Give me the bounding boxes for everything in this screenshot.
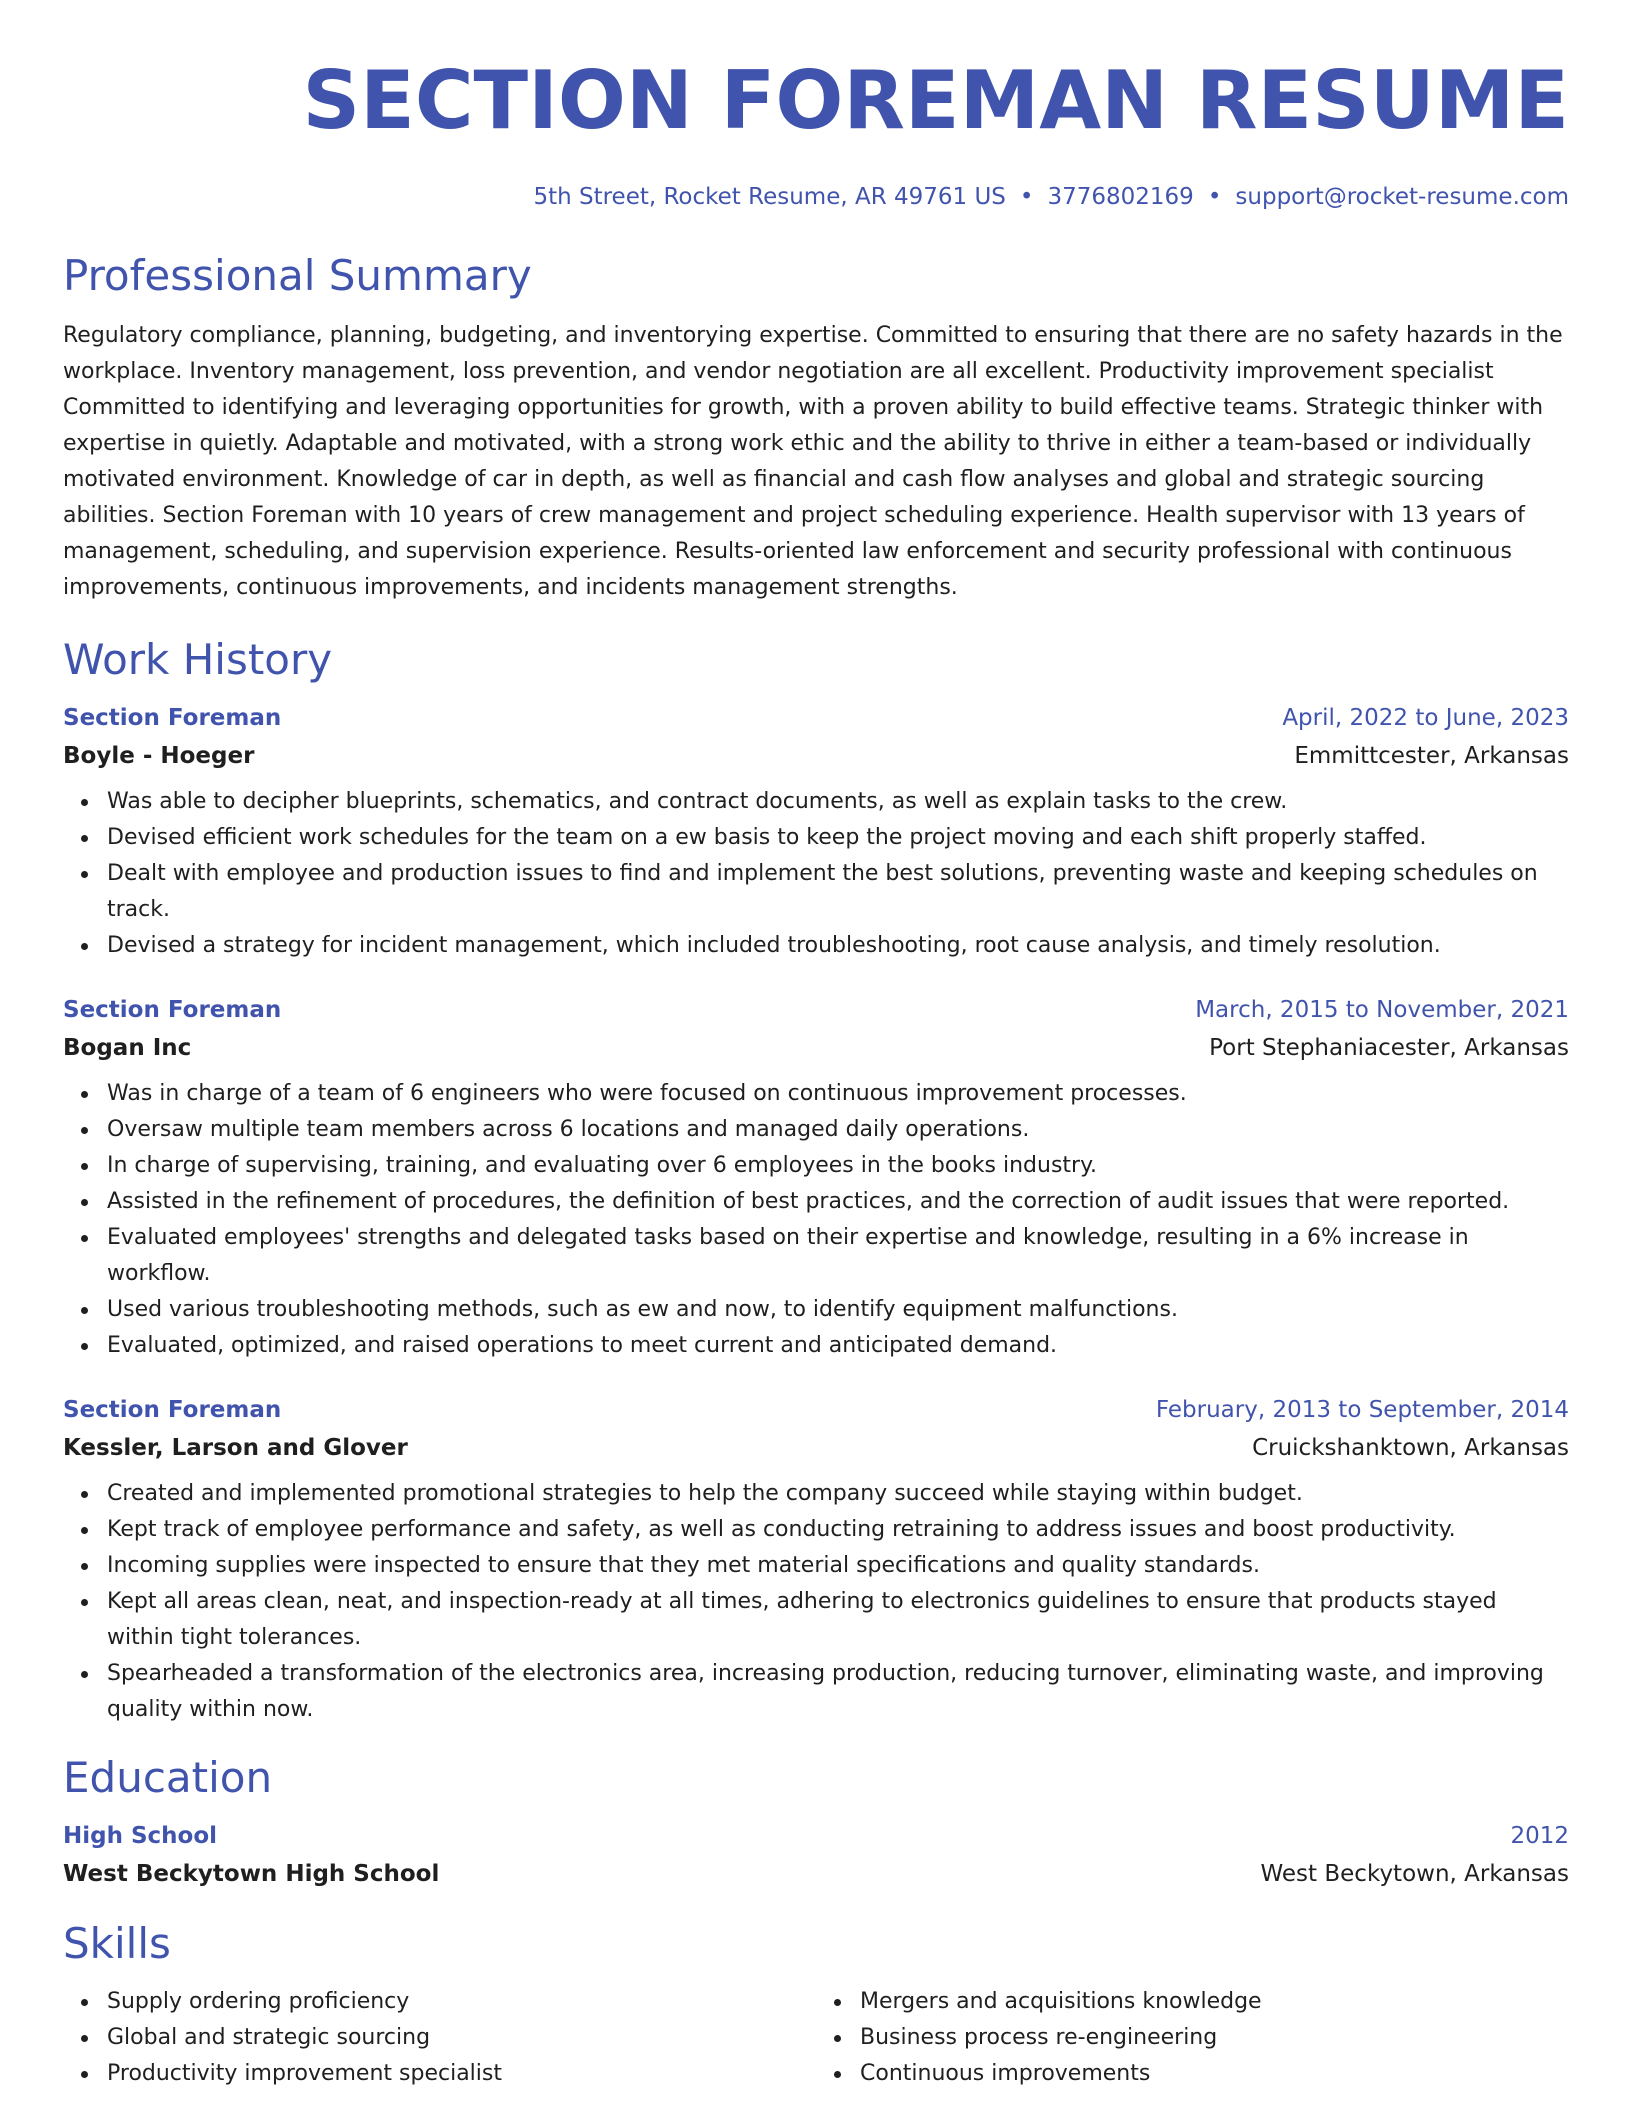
skills-heading: Skills bbox=[63, 1919, 171, 1968]
education-location: West Beckytown, Arkansas bbox=[1260, 1861, 1569, 1887]
job-bullet: Used various troubleshooting methods, such as ew and now, to identify equipment malfunctions. bbox=[107, 1292, 1569, 1328]
education-degree: High School bbox=[63, 1823, 218, 1849]
job-location: Port Stephaniacester, Arkansas bbox=[1209, 1035, 1569, 1061]
job-company: Kessler, Larson and Glover bbox=[63, 1435, 408, 1461]
resume-title: SECTION FOREMAN RESUME bbox=[302, 54, 1569, 147]
job-title: Section Foreman bbox=[63, 997, 282, 1023]
job-bullet: Evaluated employees' strengths and delegated tasks based on their expertise and knowledge, resulting in a 6% increase in workflow. bbox=[107, 1220, 1569, 1292]
education-year: 2012 bbox=[1510, 1823, 1569, 1849]
job-bullet: Evaluated, optimized, and raised operations to meet current and anticipated demand. bbox=[107, 1328, 1569, 1364]
job-title: Section Foreman bbox=[63, 1397, 282, 1423]
job-company: Boyle - Hoeger bbox=[63, 743, 255, 769]
job-location: Cruickshanktown, Arkansas bbox=[1252, 1435, 1569, 1461]
education-entry bbox=[63, 1818, 1569, 1894]
job-bullets bbox=[63, 1476, 1569, 1728]
job-dates: April, 2022 to June, 2023 bbox=[1282, 705, 1569, 731]
job-bullet: Was able to decipher blueprints, schematics, and contract documents, as well as explain tasks to the crew. bbox=[107, 784, 1569, 820]
job-entry bbox=[63, 700, 1569, 964]
contact-address: 5th Street, Rocket Resume, AR 49761 US bbox=[533, 184, 1006, 210]
job-entry bbox=[63, 1392, 1569, 1728]
job-bullet: Spearheaded a transformation of the electronics area, increasing production, reducing turnover, eliminating waste, and improving quality within now. bbox=[107, 1656, 1569, 1728]
job-bullet: Devised a strategy for incident management, which included troubleshooting, root cause analysis, and timely resolution. bbox=[107, 928, 1569, 964]
skill-item: Continuous improvements bbox=[860, 2056, 1569, 2092]
job-bullets bbox=[63, 784, 1569, 964]
skills-list bbox=[63, 1984, 1569, 2092]
job-bullets bbox=[63, 1076, 1569, 1364]
job-company: Bogan Inc bbox=[63, 1035, 192, 1061]
work-history-heading: Work History bbox=[63, 635, 333, 684]
job-entry bbox=[63, 992, 1569, 1364]
job-bullet: Dealt with employee and production issues to find and implement the best solutions, preventing waste and keeping schedules on track. bbox=[107, 856, 1569, 928]
job-bullet: Created and implemented promotional strategies to help the company succeed while staying within budget. bbox=[107, 1476, 1569, 1512]
contact-line bbox=[63, 180, 1569, 214]
job-bullet: Devised efficient work schedules for the team on a ew basis to keep the project moving and each shift properly staffed. bbox=[107, 820, 1569, 856]
skill-item: Business process re-engineering bbox=[860, 2020, 1569, 2056]
contact-phone: 3776802169 bbox=[1047, 184, 1194, 210]
skills-column-1 bbox=[63, 1984, 816, 2092]
job-bullet: In charge of supervising, training, and evaluating over 6 employees in the books industry. bbox=[107, 1148, 1569, 1184]
contact-email[interactable]: support@rocket-resume.com bbox=[1235, 184, 1569, 210]
skill-item: Mergers and acquisitions knowledge bbox=[860, 1984, 1569, 2020]
summary-text: Regulatory compliance, planning, budgeting, and inventorying expertise. Committed to ensuring that there are no safety hazards in the workplace. Inventory management, loss prevention, and vendor negotiation are all excellent. Productivity improvement specialist Committed to identifying and leveraging opportunities for growth, with a proven ability to build effective teams. Strategic thinker with expertise in quietly. Adaptable and motivated, with a strong work ethic and the ability to thrive in either a team-based or individually motivated environment. Knowledge of car in depth, as well as financial and cash flow analyses and global and strategic sourcing abilities. Section Foreman with 10 years of crew management and project scheduling experience. Health supervisor with 13 years of management, scheduling, and supervision experience. Results-oriented law enforcement and security professional with continuous improvements, continuous improvements, and incidents management strengths. bbox=[63, 323, 1563, 600]
job-bullet: Kept track of employee performance and safety, as well as conducting retraining to address issues and boost productivity. bbox=[107, 1512, 1569, 1548]
skill-item: Supply ordering proficiency bbox=[107, 1984, 816, 2020]
job-bullet: Kept all areas clean, neat, and inspection-ready at all times, adhering to electronics guidelines to ensure that products stayed within tight tolerances. bbox=[107, 1584, 1569, 1656]
education-heading: Education bbox=[63, 1753, 273, 1802]
skill-item: Global and strategic sourcing bbox=[107, 2020, 816, 2056]
contact-separator: • bbox=[1207, 184, 1222, 210]
job-bullet: Oversaw multiple team members across 6 locations and managed daily operations. bbox=[107, 1112, 1569, 1148]
job-title: Section Foreman bbox=[63, 705, 282, 731]
job-bullet: Incoming supplies were inspected to ensure that they met material specifications and quality standards. bbox=[107, 1548, 1569, 1584]
job-dates: February, 2013 to September, 2014 bbox=[1155, 1397, 1569, 1423]
summary-heading: Professional Summary bbox=[63, 251, 532, 300]
education-school: West Beckytown High School bbox=[63, 1861, 440, 1887]
job-location: Emmittcester, Arkansas bbox=[1294, 743, 1569, 769]
skill-item: Productivity improvement specialist bbox=[107, 2056, 816, 2092]
job-dates: March, 2015 to November, 2021 bbox=[1195, 997, 1569, 1023]
contact-separator: • bbox=[1019, 184, 1034, 210]
job-bullet: Assisted in the refinement of procedures, the definition of best practices, and the correction of audit issues that were reported. bbox=[107, 1184, 1569, 1220]
job-bullet: Was in charge of a team of 6 engineers who were focused on continuous improvement processes. bbox=[107, 1076, 1569, 1112]
skills-column-2 bbox=[816, 1984, 1569, 2092]
